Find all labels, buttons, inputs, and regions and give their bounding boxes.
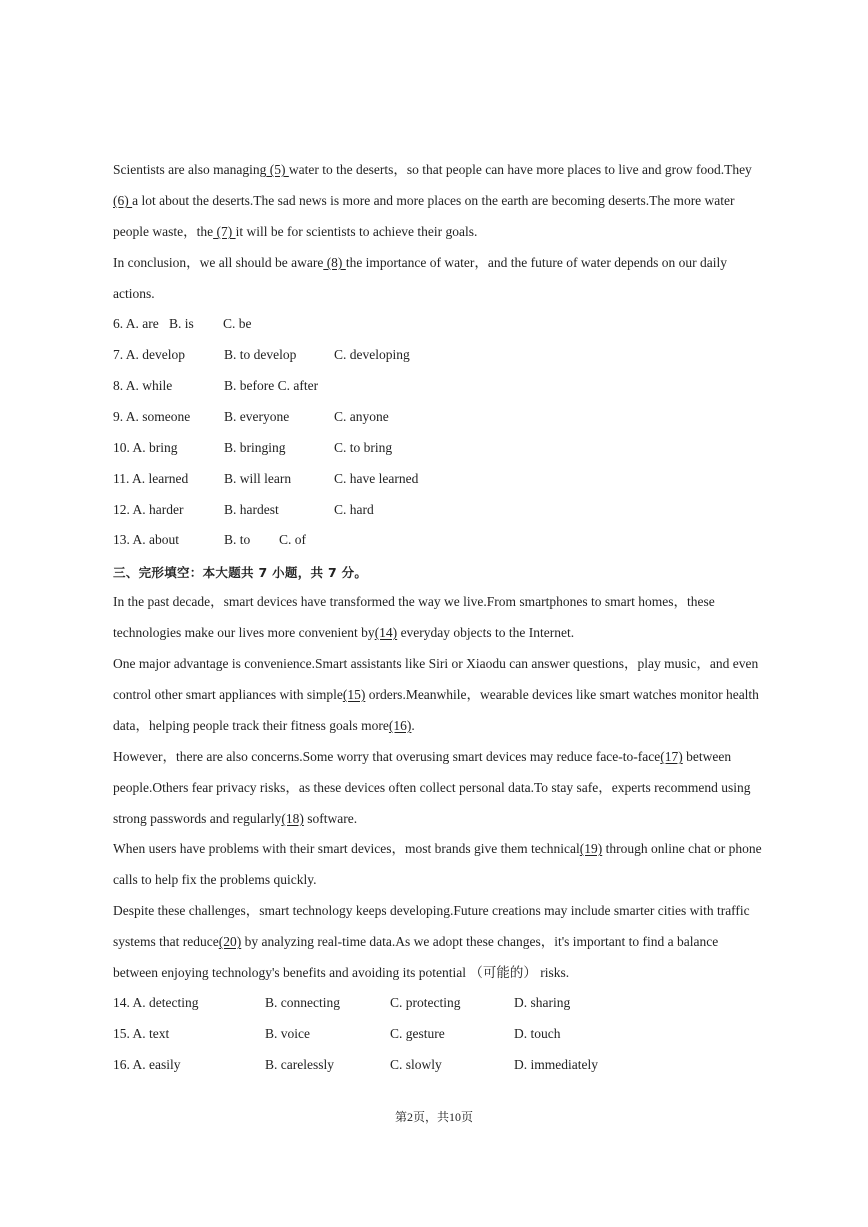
text-run: a lot about the deserts.The sad news is more and more places on the earth are becoming deserts.The more water people waste，the xyxy=(113,193,735,239)
text-run: by analyzing real-time data.As we adopt these changes，it's important to find a balance between enjoying technology's benefits and avoiding its potential （可能的） risks. xyxy=(113,934,719,980)
option-a: 9. A. someone xyxy=(113,409,191,424)
option-c: C. have learned xyxy=(334,471,419,486)
option-b: B. voice xyxy=(265,1026,310,1041)
text-run: Scientists are also managing xyxy=(113,162,267,177)
text-run: through online chat or phone calls to help fix the problems quickly. xyxy=(113,841,762,887)
blank-18: (18) xyxy=(281,811,304,826)
passage2-paragraph-1 xyxy=(113,586,763,648)
option-b: B. connecting xyxy=(265,995,340,1010)
passage1-paragraph-1 xyxy=(113,154,763,247)
text-run: . xyxy=(411,718,415,733)
page-number-footer: 第2页，共10页 xyxy=(394,1110,473,1124)
text-run: Despite these challenges，smart technology keeps developing.Future creations may include smarter cities with traffic systems that reduce xyxy=(113,903,750,949)
text-run: the importance of water，and the future of water depends on our daily actions. xyxy=(113,255,728,301)
text-run: In the past decade，smart devices have transformed the way we live.From smartphones to smart homes，these technologies make our lives more convenient by xyxy=(113,594,715,640)
option-c: C. slowly xyxy=(390,1057,442,1072)
option-b: B. to xyxy=(224,532,251,547)
option-a: 13. A. about xyxy=(113,532,179,547)
passage2-paragraph-5 xyxy=(113,895,763,988)
blank-7: (7) xyxy=(213,224,236,239)
option-c: C. protecting xyxy=(390,995,461,1010)
option-c: C. hard xyxy=(334,502,374,517)
passage2-paragraph-3 xyxy=(113,741,763,834)
blank-14: (14) xyxy=(374,625,398,640)
text-run: between people.Others fear privacy risks，as these devices often collect personal data.To stay safe，experts recommend using strong passwords and regularly xyxy=(113,749,751,826)
option-c: C. gesture xyxy=(390,1026,445,1041)
text-run: However，there are also concerns.Some worry that overusing smart devices may reduce face-to-face xyxy=(113,749,661,764)
blank-19: (19) xyxy=(579,841,603,856)
text-run: In conclusion，we all should be aware xyxy=(113,255,324,270)
option-b: B. will learn xyxy=(224,471,292,486)
text-run: orders.Meanwhile，wearable devices like smart watches monitor health data，helping people track their fitness goals more xyxy=(113,687,759,733)
section-title: 三、完形填空：本大题共 7 小题，共 7 分。 xyxy=(113,565,368,580)
option-d: D. touch xyxy=(514,1026,561,1041)
passage2-paragraph-4 xyxy=(113,833,763,895)
passage2-paragraph-2 xyxy=(113,648,763,741)
blank-6: (6) xyxy=(113,193,133,208)
blank-20: (20) xyxy=(218,934,242,949)
blank-5: (5) xyxy=(266,162,289,177)
blank-17: (17) xyxy=(660,749,683,764)
passage1-paragraph-2 xyxy=(113,247,763,309)
option-c: C. be xyxy=(223,316,252,331)
option-b: B. to develop xyxy=(224,347,297,362)
option-b-c: B. before C. after xyxy=(224,378,319,393)
option-a: 8. A. while xyxy=(113,378,173,393)
text-run: software. xyxy=(303,811,358,826)
option-d: D. sharing xyxy=(514,995,571,1010)
blank-15: (15) xyxy=(342,687,366,702)
option-d: D. immediately xyxy=(514,1057,598,1072)
text-run: water to the deserts，so that people can have more places to live and grow food.They xyxy=(288,162,752,177)
option-b: B. bringing xyxy=(224,440,286,455)
option-a: 16. A. easily xyxy=(113,1057,181,1072)
option-b: B. is xyxy=(169,316,194,331)
option-a: 14. A. detecting xyxy=(113,995,199,1010)
option-a: 12. A. harder xyxy=(113,502,184,517)
text-run: it will be for scientists to achieve their goals. xyxy=(235,224,478,239)
option-a: 11. A. learned xyxy=(113,471,189,486)
option-a: 10. A. bring xyxy=(113,440,178,455)
option-b: B. everyone xyxy=(224,409,290,424)
option-c: C. anyone xyxy=(334,409,389,424)
option-c: C. to bring xyxy=(334,440,393,455)
option-a: 6. A. are xyxy=(113,316,159,331)
text-run: When users have problems with their smart devices，most brands give them technical xyxy=(113,841,580,856)
blank-16: (16) xyxy=(388,718,412,733)
option-b: B. hardest xyxy=(224,502,279,517)
option-a: 7. A. develop xyxy=(113,347,185,362)
text-run: everyday objects to the Internet. xyxy=(397,625,575,640)
blank-8: (8) xyxy=(323,255,346,270)
option-a: 15. A. text xyxy=(113,1026,170,1041)
option-b: B. carelessly xyxy=(265,1057,334,1072)
option-c: C. developing xyxy=(334,347,410,362)
text-run: One major advantage is convenience.Smart assistants like Siri or Xiaodu can answer questions，play music，and even control other smart appliances with simple xyxy=(113,656,759,702)
option-c: C. of xyxy=(279,532,306,547)
